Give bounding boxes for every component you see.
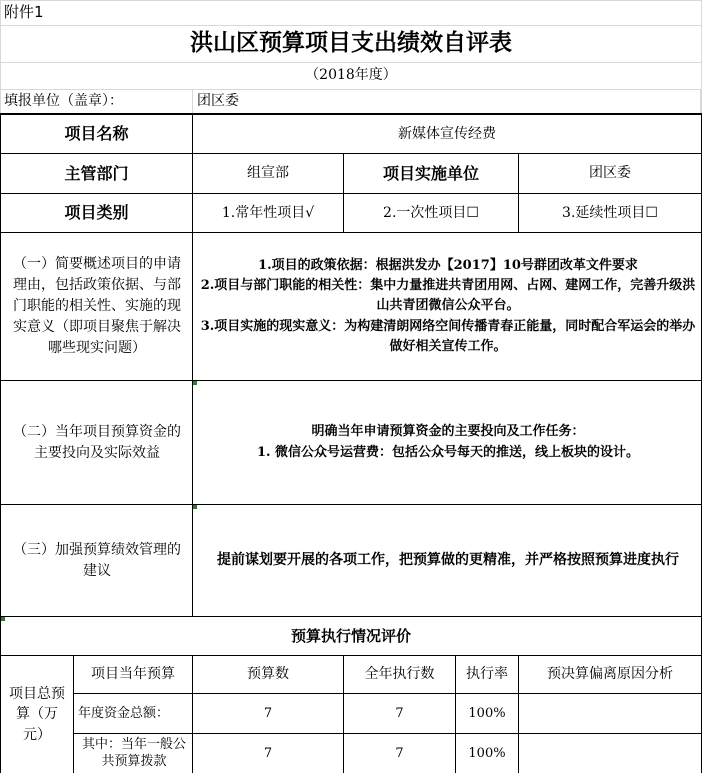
dept-label: 主管部门 (64, 163, 129, 183)
section-1-content (198, 233, 698, 380)
header-budget-amount: 预算数 (247, 666, 289, 683)
impl-unit-value: 团区委 (589, 165, 631, 182)
project-name-label: 项目名称 (64, 124, 129, 144)
row-general-item: 其中：当年一般公共预算拨款 (81, 736, 186, 769)
reporting-unit-value: 团区委 (197, 92, 239, 109)
row-total-item: 年度资金总额： (78, 705, 170, 721)
section-3-content: 提前谋划要开展的各项工作，把预算做的更精准，并严格按照预算进度执行 (217, 551, 679, 568)
cell-marker (193, 381, 197, 385)
section-2-content (200, 381, 696, 504)
section-2-line-2: 1. 微信公众号运营费：包括公众号每天的推送，线上板块的设计。 (256, 444, 640, 460)
header-deviation-reason: 预决算偏离原因分析 (547, 666, 673, 683)
total-budget-label: 项目总预算（万元） (9, 686, 65, 743)
row-total-reason (519, 694, 701, 733)
row-general-reason (519, 734, 701, 773)
annex-label: 附件1 (4, 3, 44, 22)
row-general-budget: 7 (263, 745, 273, 761)
header-execution-rate: 执行率 (466, 666, 508, 683)
header-executed-amount: 全年执行数 (364, 666, 435, 683)
section-1-line-3: 3.项目实施的现实意义：为构建清朗网络空间传播青春正能量，同时配合军运会的举办做好相关宣传工作。 (200, 318, 696, 354)
section-3-label: （三）加强预算绩效管理的建议 (13, 541, 181, 579)
section-2-label: （二）当年项目预算资金的主要投向及实际效益 (13, 423, 181, 461)
row-general-executed: 7 (395, 745, 404, 761)
year-label: （2018年度） (305, 67, 397, 84)
row-general-rate: 100% (468, 745, 506, 761)
reporting-unit-label: 填报单位（盖章）： (4, 92, 123, 109)
row-total-rate: 100% (468, 705, 506, 721)
row-total-budget: 7 (263, 705, 273, 721)
impl-unit-label: 项目实施单位 (382, 163, 479, 183)
type-option-continuing: 3.延续性项目☐ (562, 204, 658, 221)
page-title: 洪山区预算项目支出绩效自评表 (190, 29, 512, 56)
project-type-label: 项目类别 (64, 203, 129, 223)
header-project-year-budget: 项目当年预算 (91, 666, 175, 683)
cell-marker (193, 505, 197, 509)
section-1-line-1: 1.项目的政策依据：根据洪发办【2017】10号群团改革文件要求 (258, 258, 638, 274)
project-name-value: 新媒体宣传经费 (398, 125, 496, 142)
dept-value: 组宣部 (247, 165, 289, 182)
execution-heading: 预算执行情况评价 (290, 626, 411, 645)
section-2-line-1: 明确当年申请预算资金的主要投向及工作任务： (311, 423, 585, 439)
row-total-executed: 7 (395, 705, 404, 721)
section-1-label: （一）简要概述项目的申请理由，包括政策依据、与部门职能的相关性、实施的现实意义（即项目聚焦于解决哪些现实问题） (13, 256, 181, 356)
type-option-one-time: 2.一次性项目☐ (383, 204, 479, 221)
type-option-recurring: 1.常年性项目√ (221, 204, 315, 221)
section-1-line-2: 2.项目与部门职能的相关性：集中力量推进共青团用网、占网、建网工作，完善升级洪山共青团微信公众平台。 (200, 278, 696, 314)
